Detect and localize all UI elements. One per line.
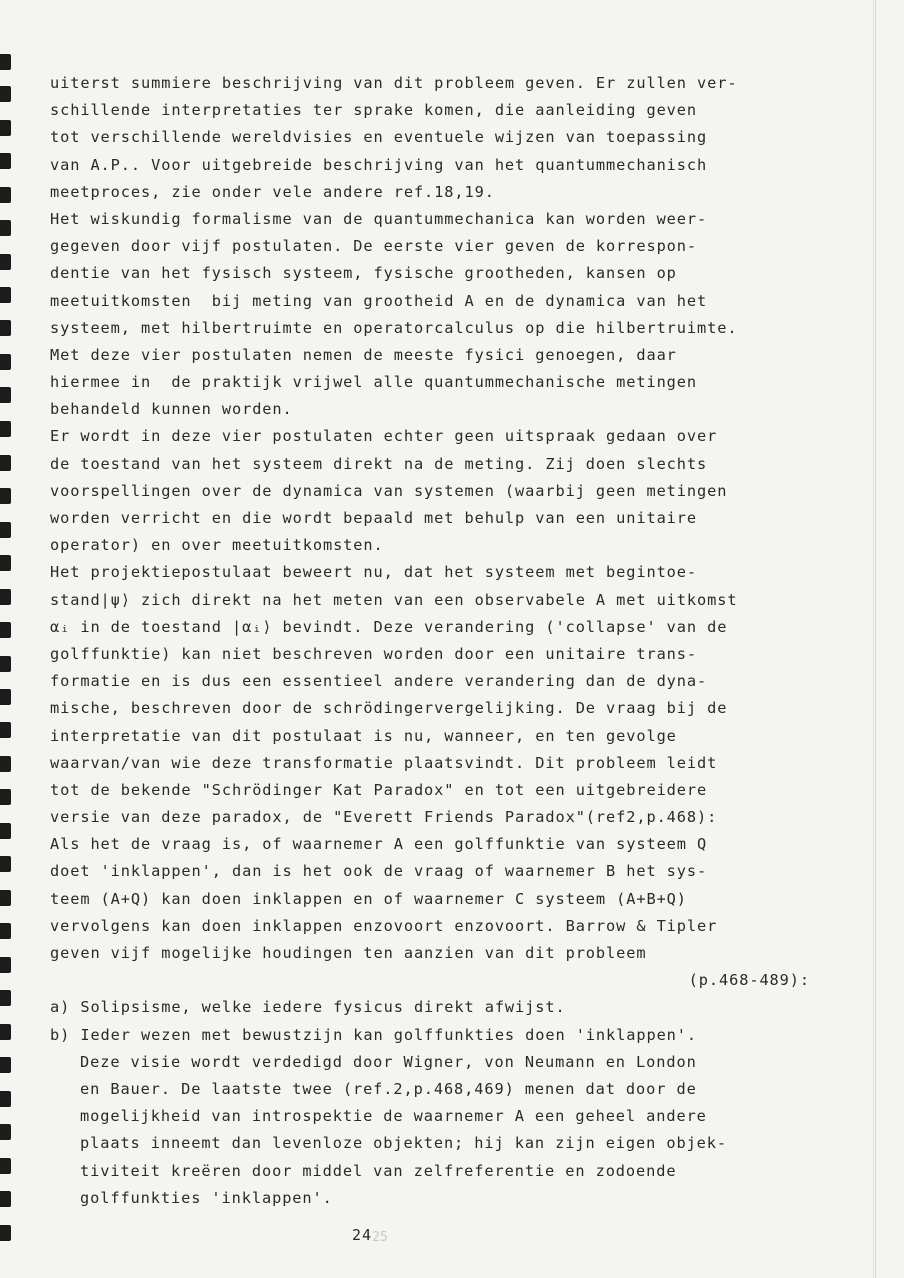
text-line: Met deze vier postulaten nemen de meeste fysici genoegen, daar [50, 345, 677, 364]
text-line: interpretatie van dit postulaat is nu, wanneer, en ten gevolge [50, 726, 677, 745]
text-line: Als het de vraag is, of waarnemer A een golffunktie van systeem Q [50, 835, 708, 854]
binding-hole [0, 1191, 11, 1207]
list-item-b-continuation: en Bauer. De laatste twee (ref.2,p.468,469) menen dat door de [80, 1079, 697, 1098]
text-line: worden verricht en die wordt bepaald met behulp van een unitaire [50, 509, 698, 527]
list-item-b-continuation: plaats inneemt dan levenloze objekten; hij kan zijn eigen objek- [80, 1134, 728, 1153]
text-line: waarvan/van wie deze transformatie plaatsvindt. Dit probleem leidt [50, 753, 718, 772]
binding-holes [0, 0, 14, 1278]
text-line: geven vijf mogelijke houdingen ten aanzien van dit probleem [50, 944, 647, 962]
binding-hole [0, 589, 11, 605]
list-item-b-continuation: tiviteit kreëren door middel van zelfreferentie en zodoende [80, 1161, 677, 1180]
binding-hole [0, 1024, 11, 1040]
text-line: operator) en over meetuitkomsten. [50, 536, 384, 555]
binding-hole [0, 555, 11, 571]
binding-hole [0, 823, 11, 839]
body-text [50, 70, 810, 1212]
bleed-through-number: 25 [372, 1230, 388, 1245]
page-edge [875, 0, 876, 1278]
binding-hole [0, 522, 11, 538]
binding-hole [0, 488, 11, 504]
page-number: 24 [352, 1226, 373, 1244]
text-line: teem (A+Q) kan doen inklappen en of waarnemer C systeem (A+B+Q) [50, 889, 687, 908]
binding-hole [0, 1091, 11, 1107]
binding-hole [0, 656, 11, 672]
text-line: gegeven door vijf postulaten. De eerste vier geven de korrespon- [50, 237, 698, 256]
binding-hole [0, 54, 11, 70]
binding-hole [0, 153, 11, 169]
text-line: Het wiskundig formalisme van de quantummechanica kan worden weer- [50, 209, 708, 228]
text-line: systeem, met hilbertruimte en operatorcalculus op die hilbertruimte. [50, 318, 738, 337]
binding-hole [0, 254, 11, 270]
text-line: tot verschillende wereldvisies en eventuele wijzen van toepassing [50, 128, 708, 147]
text-line: versie van deze paradox, de "Everett Friends Paradox"(ref2,p.468): [50, 808, 718, 827]
list-item-a: a) Solipsisme, welke iedere fysicus direkt afwijst. [50, 998, 566, 1017]
text-line: αᵢ in de toestand |αᵢ⟩ bevindt. Deze verandering ('collapse' van de [50, 617, 728, 636]
text-line: meetproces, zie onder vele andere ref.18,19. [50, 182, 495, 201]
binding-hole [0, 957, 11, 973]
binding-hole [0, 689, 11, 705]
binding-hole [0, 187, 11, 203]
text-line: uiterst summiere beschrijving van dit probleem geven. Er zullen ver- [50, 74, 738, 92]
binding-hole [0, 455, 11, 471]
text-line: de toestand van het systeem direkt na de meting. Zij doen slechts [50, 454, 708, 473]
text-line: Het projektiepostulaat beweert nu, dat het systeem met begintoe- [50, 563, 698, 582]
binding-hole [0, 1057, 11, 1073]
binding-hole [0, 387, 11, 403]
binding-hole [0, 320, 11, 336]
binding-hole [0, 1225, 11, 1241]
binding-hole [0, 220, 11, 236]
binding-hole [0, 890, 11, 906]
list-item-b-continuation: mogelijkheid van introspektie de waarnemer A een geheel andere [80, 1107, 707, 1126]
text-line: van A.P.. Voor uitgebreide beschrijving van het quantummechanisch [50, 155, 708, 174]
binding-hole [0, 722, 11, 738]
page-edge [873, 0, 874, 1278]
text-line: tot de bekende "Schrödinger Kat Paradox" en tot een uitgebreidere [50, 780, 708, 799]
text-line: formatie en is dus een essentieel andere verandering dan de dyna- [50, 672, 708, 691]
reference-range: (p.468-489): [688, 971, 810, 990]
list-item-b-continuation: golffunkties 'inklappen'. [80, 1188, 333, 1207]
text-line: Er wordt in deze vier postulaten echter geen uitspraak gedaan over [50, 427, 718, 446]
binding-hole [0, 923, 11, 939]
text-line: doet 'inklappen', dan is het ook de vraag of waarnemer B het sys- [50, 862, 708, 881]
binding-hole [0, 354, 11, 370]
text-line: meetuitkomsten bij meting van grootheid A en de dynamica van het [50, 291, 708, 310]
text-line: mische, beschreven door de schrödingervergelijking. De vraag bij de [50, 699, 728, 718]
text-line: behandeld kunnen worden. [50, 400, 293, 419]
binding-hole [0, 789, 11, 805]
text-line: golffunktie) kan niet beschreven worden door een unitaire trans- [50, 644, 698, 663]
binding-hole [0, 421, 11, 437]
text-line: voorspellingen over de dynamica van systemen (waarbij geen metingen [50, 481, 728, 500]
binding-hole [0, 756, 11, 772]
binding-hole [0, 622, 11, 638]
text-line: stand|ψ⟩ zich direkt na het meten van een observabele A met uitkomst [50, 590, 738, 609]
binding-hole [0, 1124, 11, 1140]
text-line: hiermee in de praktijk vrijwel alle quantummechanische metingen [50, 373, 698, 392]
list-item-b: b) Ieder wezen met bewustzijn kan golffunkties doen 'inklappen'. [50, 1025, 698, 1044]
text-line: dentie van het fysisch systeem, fysische grootheden, kansen op [50, 264, 677, 283]
binding-hole [0, 990, 11, 1006]
binding-hole [0, 856, 11, 872]
list-item-b-continuation: Deze visie wordt verdedigd door Wigner, von Neumann en London [80, 1052, 697, 1071]
text-line: vervolgens kan doen inklappen enzovoort enzovoort. Barrow & Tipler [50, 916, 718, 935]
binding-hole [0, 1158, 11, 1174]
binding-hole [0, 86, 11, 102]
binding-hole [0, 120, 11, 136]
text-line: schillende interpretaties ter sprake komen, die aanleiding geven [50, 101, 698, 120]
binding-hole [0, 287, 11, 303]
